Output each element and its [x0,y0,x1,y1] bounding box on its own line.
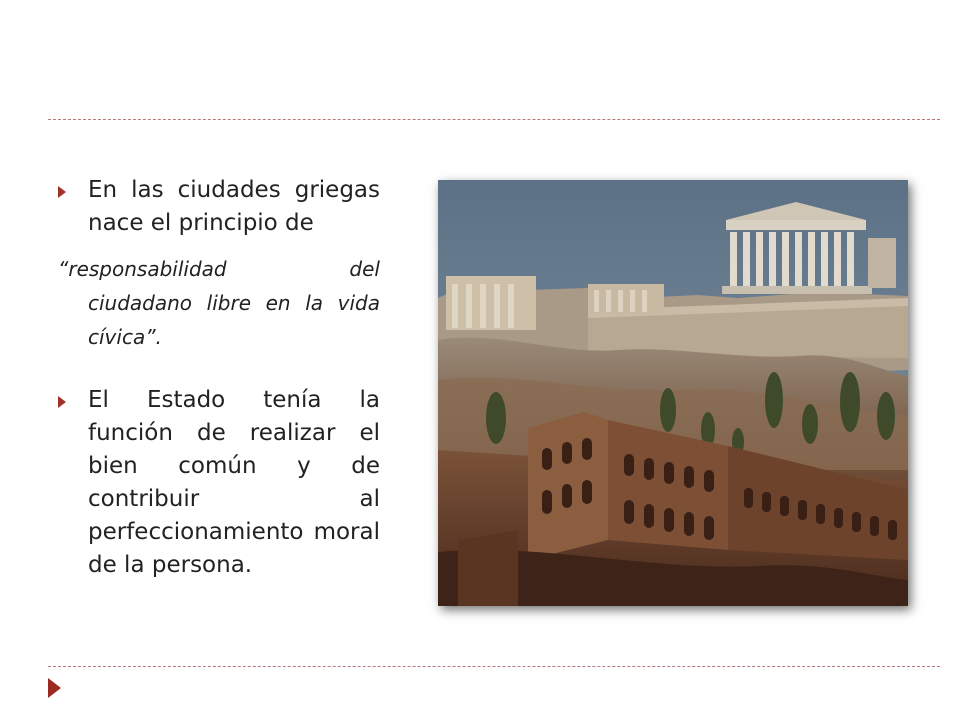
bullet-text-1: En las ciudades griegas nace el principio de [88,177,380,236]
quote-rest: ciudadano libre en la vida cívica”. [88,291,380,349]
quote-text [58,252,380,354]
footer-triangle-icon [48,678,61,698]
bullet-item-2 [58,384,380,582]
bottom-divider [48,666,940,667]
bullet-triangle-icon [58,396,66,408]
acropolis-photo [438,180,908,606]
top-divider [48,119,940,120]
bullet-text-2: El Estado tenía la función de realizar el bien común y de contribuir al perfeccionamiento moral de la persona. [88,387,380,578]
bullet-item-1 [58,174,380,240]
quote-first-line: “responsabilidad del [58,257,380,281]
text-column [58,174,380,582]
bullet-triangle-icon [58,186,66,198]
